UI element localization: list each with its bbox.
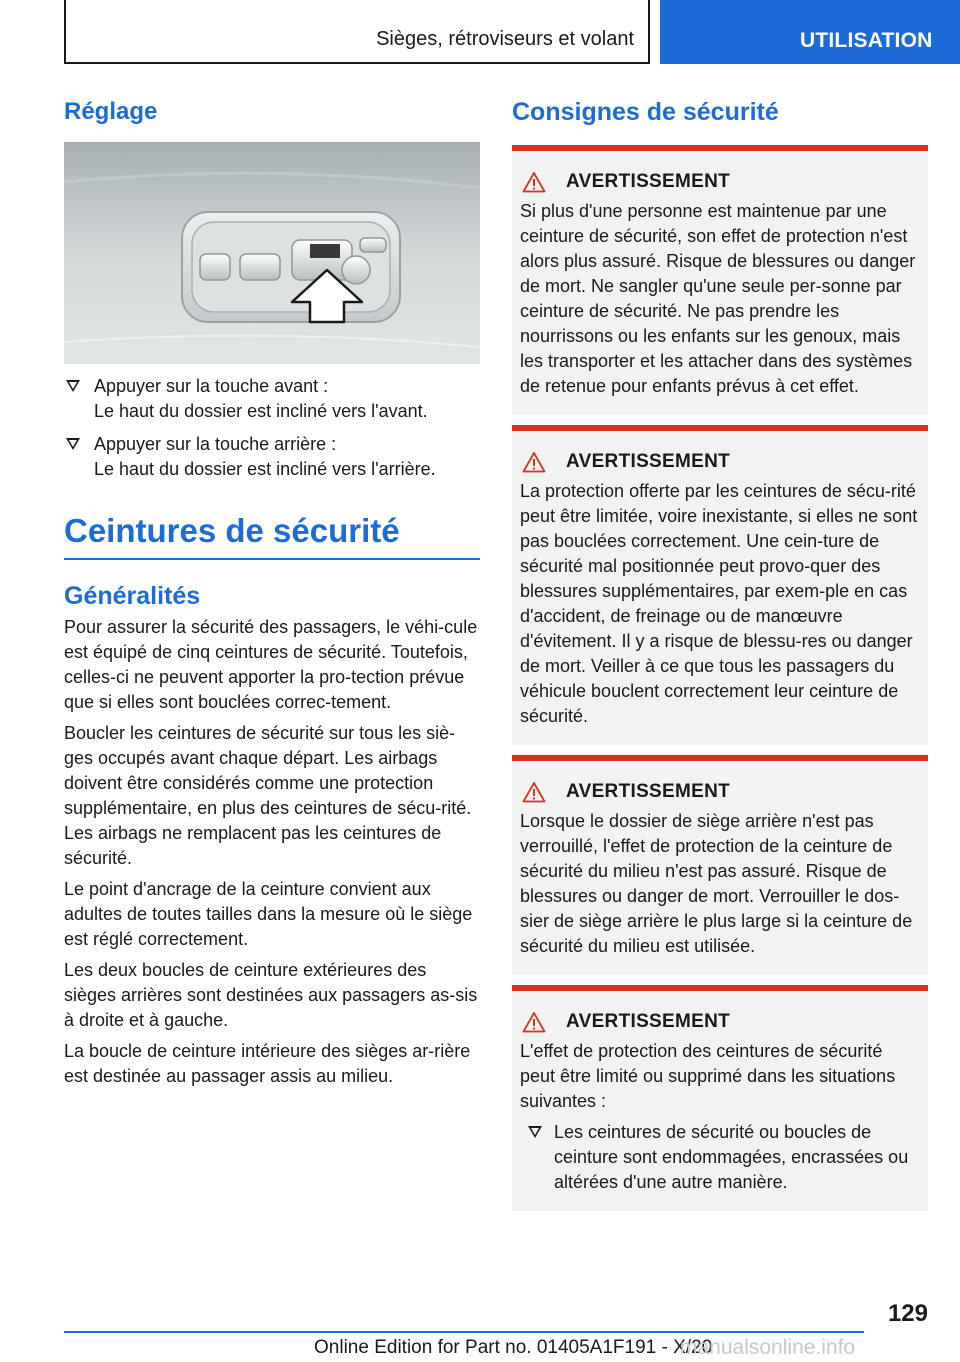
warning-title: AVERTISSEMENT (566, 781, 731, 802)
footer-divider (64, 1331, 864, 1333)
warning-title: AVERTISSEMENT (566, 171, 731, 192)
warning-text: Si plus d'une personne est maintenue par une ceinture de sécurité, son effet de protection n'est alors plus assuré. Risque de blessures ou danger de mort. Ne sangler qu'une seule per‐sonne par ceinture de sécurité. Ne pas prendre les nourrissons ou les enfants sur les genoux, mais les transporter et les attacher dans des systèmes de retenue pour enfants prévus à cet effet. (520, 201, 916, 396)
reglage-steps (64, 374, 480, 482)
warning-box (512, 145, 928, 415)
seat-switch-photo (64, 142, 480, 364)
list-item: Appuyer sur la touche arrière : Le haut du dossier est incliné vers l'arrière. (64, 432, 480, 482)
warning-box (512, 425, 928, 745)
list-item: Les ceintures de sécurité ou boucles de ceinture sont endommagées, encrassées ou altérées d'une autre manière. (520, 1120, 920, 1195)
warning-title: AVERTISSEMENT (566, 1011, 731, 1032)
consignes-heading: Consignes de sécurité (512, 98, 779, 126)
chapter-tab-label: UTILISATION (800, 29, 933, 52)
header-frame (64, 0, 650, 64)
warning-triangle-icon (522, 451, 546, 473)
warning-header (520, 451, 920, 473)
paragraph: Boucler les ceintures de sécurité sur tous les siè‐ges occupés avant chaque départ. Les airbags doivent être considérés comme une protection supplémentaire, en plus des ceintures de sécu‐rité. Les airbags ne remplacent pas les ceintures de sécurité. (64, 723, 472, 868)
bullet-triangle-icon (66, 380, 80, 392)
paragraph: Le point d'ancrage de la ceinture convient aux adultes de toutes tailles dans la mesure où le siège est réglé correctement. (64, 879, 473, 949)
bullet-triangle-icon (528, 1126, 542, 1138)
warning-title: AVERTISSEMENT (566, 451, 731, 472)
paragraph: La boucle de ceinture intérieure des sièges ar‐rière est destinée au passager assis au milieu. (64, 1041, 471, 1086)
watermark: manualsonline.info (680, 1336, 856, 1359)
warning-header (520, 781, 920, 803)
warning-header (520, 1011, 920, 1033)
warning-header (520, 171, 920, 193)
section-title: Sièges, rétroviseurs et volant (376, 28, 634, 50)
warning-box (512, 755, 928, 975)
warning-triangle-icon (522, 781, 546, 803)
ceintures-heading: Ceintures de sécurité (64, 512, 480, 560)
paragraph: Les deux boucles de ceinture extérieures des sièges arrières sont destinées aux passagers as‐sis à droite et à gauche. (64, 960, 478, 1030)
warning-triangle-icon (522, 1011, 546, 1033)
left-column (64, 98, 480, 1095)
generalites-heading: Généralités (64, 582, 201, 610)
warning-bullet-list (520, 1120, 920, 1195)
warning-text: La protection offerte par les ceintures de sécu‐rité peut être limitée, voire inexistante, si elles ne sont pas bouclées correctement. Une cein‐ture de sécurité mal positionnée peut provo‐quer des blessures supplémentaires, par exem‐ple en cas d'accident, de freinage ou de manœuvre d'évitement. Il y a risque de blessu‐res ou danger de mort. Veiller à ce que tous les passagers du véhicule bouclent correctement leur ceinture de sécurité. (520, 481, 918, 726)
seat-switch-illustration (64, 142, 480, 364)
reglage-heading: Réglage (64, 98, 158, 125)
bullet-triangle-icon (66, 438, 80, 450)
page-number: 129 (887, 1300, 928, 1327)
list-item: Appuyer sur la touche avant : Le haut du dossier est incliné vers l'avant. (64, 374, 480, 424)
warning-text: L'effet de protection des ceintures de sécurité peut être limité ou supprimé dans les situations suivantes : (520, 1041, 896, 1111)
warning-triangle-icon (522, 171, 546, 193)
paragraph: Pour assurer la sécurité des passagers, le véhi‐cule est équipé de cinq ceintures de sécurité. Toutefois, celles-ci ne peuvent apporter la pro‐tection prévue que si elles sont bouclées correc‐tement. (64, 617, 478, 712)
warning-text: Lorsque le dossier de siège arrière n'est pas verrouillé, l'effet de protection de la ceinture de sécurité du milieu n'est pas assuré. Risque de blessures ou danger de mort. Verrouiller le dos‐sier de siège arrière le plus large si la ceinture de sécurité du milieu est utilisée. (520, 811, 913, 956)
warning-box (512, 985, 928, 1211)
footer-edition: Online Edition for Part no. 01405A1F191 - X/20 (314, 1337, 713, 1358)
right-column (512, 98, 928, 1221)
chapter-tab (660, 0, 960, 64)
